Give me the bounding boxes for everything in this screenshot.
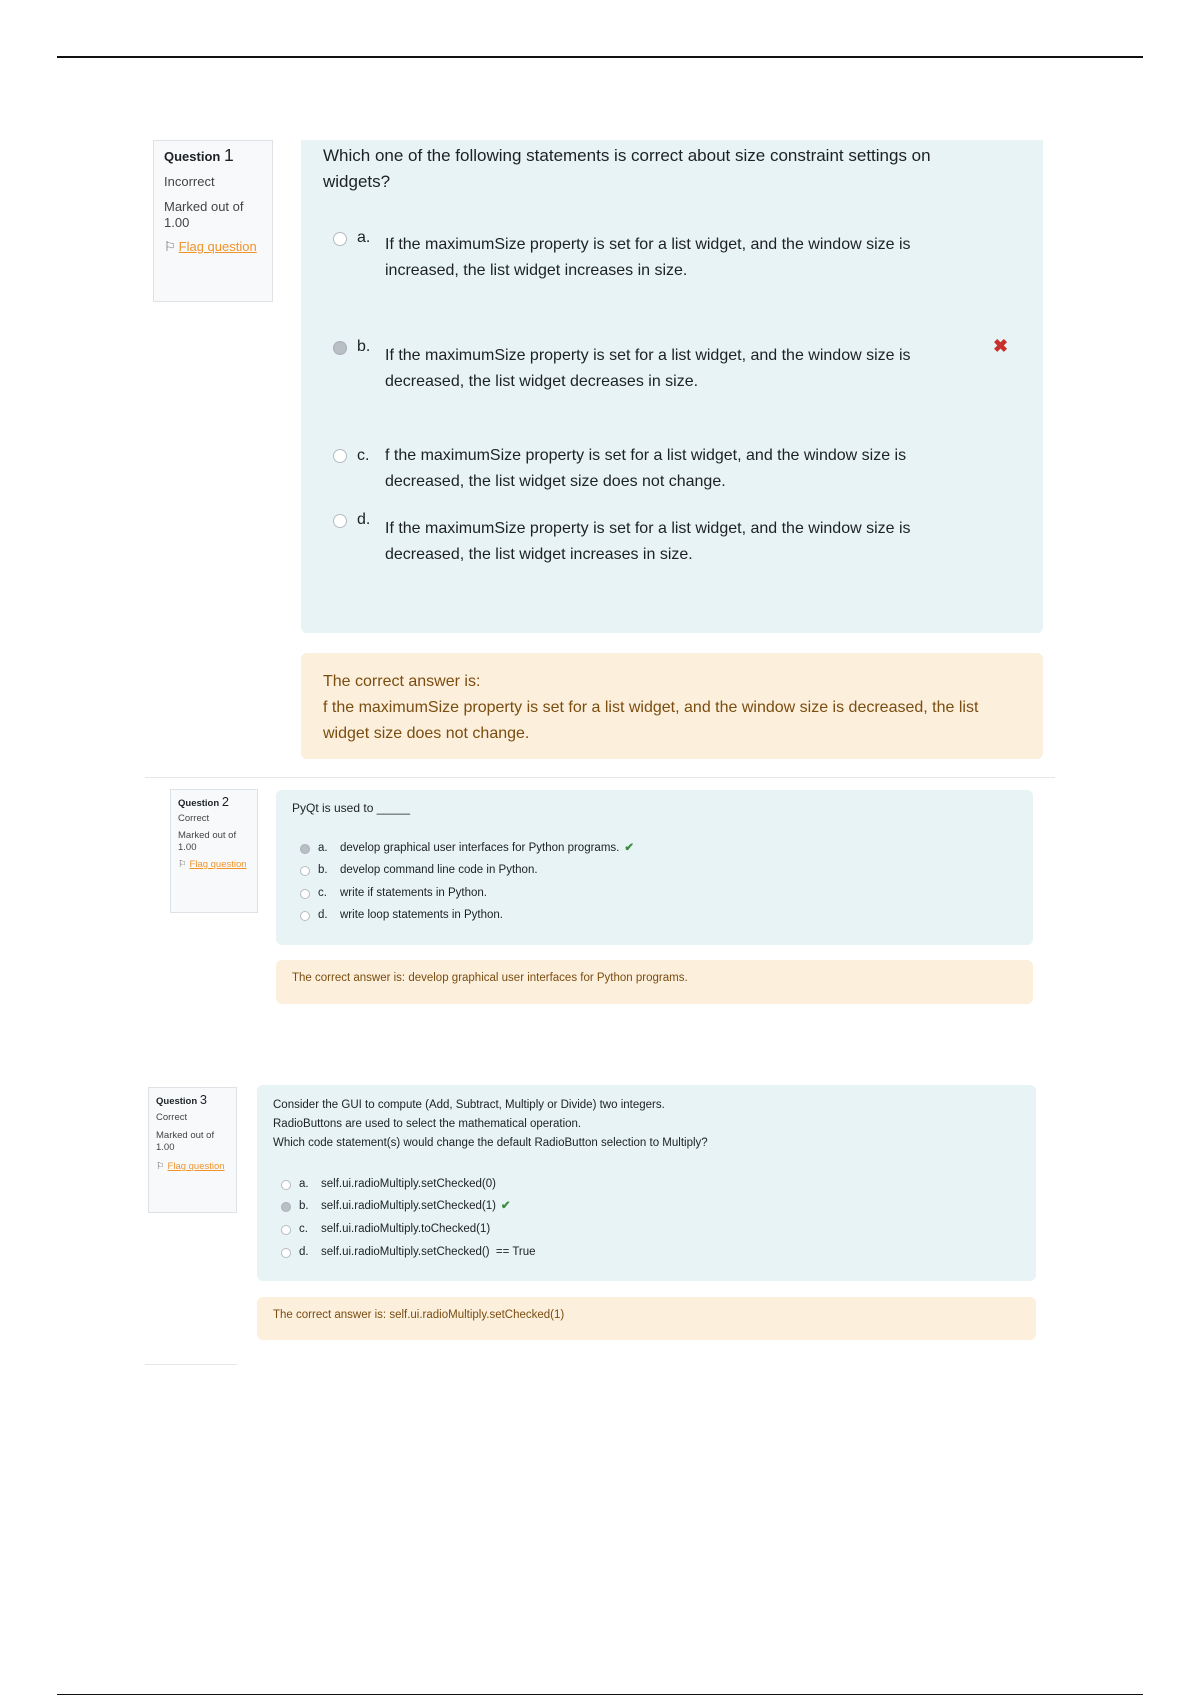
separator [145, 1364, 237, 1365]
option-letter: d. [318, 909, 328, 921]
option-letter: b. [357, 338, 371, 355]
question-label: Question [178, 798, 220, 809]
radio-c[interactable] [281, 1225, 291, 1235]
feedback-answer: f the maximumSize property is set for a list widget, and the window size is decreased, the list widget size does not change. [323, 699, 979, 742]
option-text: If the maximumSize property is set for a list widget, and the window size is decreased, the list widget increases in size. [385, 520, 911, 563]
option-text: self.ui.radioMultiply.setChecked(0) [321, 1178, 496, 1190]
option-letter: a. [357, 229, 371, 246]
radio-c[interactable] [300, 889, 310, 899]
option-text: If the maximumSize property is set for a list widget, and the window size is increased, the list widget increases in size. [385, 236, 911, 279]
option-letter: c. [357, 447, 370, 464]
question-1-number [164, 147, 262, 165]
question-2-option-b[interactable] [300, 863, 538, 878]
question-2-flag[interactable] [178, 859, 250, 871]
option-text: If the maximumSize property is set for a list widget, and the window size is decreased, the list widget decreases in size. [385, 347, 911, 390]
option-text: write if statements in Python. [340, 887, 488, 899]
question-1-option-c[interactable] [333, 443, 965, 495]
radio-b-selected[interactable] [281, 1202, 291, 1212]
radio-a[interactable] [281, 1180, 291, 1190]
grade-label: Marked out of [164, 199, 244, 214]
question-1-state: Incorrect [164, 174, 215, 189]
radio-a-selected[interactable] [300, 844, 310, 854]
question-2-feedback [276, 960, 1033, 1004]
correct-check-icon: ✔ [500, 1200, 511, 1212]
question-1-option-b[interactable] [333, 339, 965, 395]
grade-value: 1.00 [178, 842, 197, 853]
question-3-info [148, 1087, 237, 1213]
page-top-rule [57, 56, 1143, 58]
question-3-state: Correct [156, 1112, 188, 1123]
question-1-flag[interactable] [164, 239, 262, 255]
grade-value: 1.00 [164, 215, 190, 230]
question-2-text: PyQt is used to _____ [292, 801, 411, 815]
feedback-text: The correct answer is: develop graphical user interfaces for Python programs. [292, 972, 688, 984]
question-1-info [153, 140, 273, 302]
page-bottom-rule [57, 1694, 1143, 1695]
radio-a[interactable] [333, 232, 347, 246]
option-text: develop graphical user interfaces for Python programs. [340, 842, 620, 854]
question-2-info [170, 789, 258, 913]
question-3-grade [156, 1130, 229, 1154]
grade-label: Marked out of [178, 830, 237, 841]
question-number: 1 [223, 145, 234, 165]
question-3-option-b[interactable] [281, 1199, 511, 1214]
feedback-label: The correct answer is: [323, 673, 481, 690]
question-2-option-d[interactable] [300, 908, 503, 923]
question-1-feedback [301, 653, 1043, 759]
question-3-option-c[interactable] [281, 1222, 490, 1237]
question-1-option-a[interactable] [333, 230, 965, 284]
option-letter: c. [318, 887, 327, 899]
separator [145, 777, 1055, 778]
radio-b[interactable] [300, 866, 310, 876]
question-2-grade [178, 830, 250, 854]
option-letter: c. [299, 1223, 308, 1235]
question-2-option-a[interactable] [300, 841, 634, 856]
question-3-flag[interactable] [156, 1161, 229, 1173]
question-1-option-d[interactable] [333, 512, 965, 568]
correct-check-icon: ✔ [624, 842, 634, 854]
question-text-line: Which code statement(s) would change the default RadioButton selection to Multiply? [273, 1137, 708, 1149]
question-3-feedback [257, 1297, 1036, 1340]
flag-icon: ⚐ [156, 1161, 165, 1172]
question-1-text: Which one of the following statements is correct about size constraint settings on widgets? [323, 146, 931, 191]
flag-question-link[interactable]: Flag question [178, 239, 257, 254]
option-text: self.ui.radioMultiply.setChecked() == True [321, 1246, 536, 1258]
grade-value: 1.00 [156, 1142, 175, 1153]
option-text: develop command line code in Python. [340, 864, 538, 876]
feedback-text: The correct answer is: self.ui.radioMultiply.setChecked(1) [273, 1309, 565, 1321]
radio-c[interactable] [333, 449, 347, 463]
option-letter: a. [318, 842, 328, 854]
question-2-option-c[interactable] [300, 886, 487, 901]
flag-question-link[interactable]: Flag question [189, 859, 247, 870]
question-text-line: Consider the GUI to compute (Add, Subtract, Multiply or Divide) two integers. [273, 1099, 665, 1111]
flag-question-link[interactable]: Flag question [167, 1161, 225, 1172]
option-text: self.ui.radioMultiply.setChecked(1) [321, 1200, 496, 1212]
question-1-grade [164, 199, 262, 231]
radio-b-selected[interactable] [333, 341, 347, 355]
flag-icon: ⚐ [164, 239, 176, 254]
question-number: 3 [199, 1092, 207, 1107]
option-letter: b. [299, 1200, 309, 1212]
option-text: self.ui.radioMultiply.toChecked(1) [321, 1223, 491, 1235]
question-2-state: Correct [178, 813, 210, 824]
option-letter: d. [357, 511, 371, 528]
incorrect-cross-icon: ✖ [993, 336, 1009, 356]
question-3-option-d[interactable] [281, 1245, 536, 1260]
question-3-text [273, 1096, 708, 1153]
radio-d[interactable] [333, 514, 347, 528]
question-3-option-a[interactable] [281, 1177, 496, 1192]
grade-label: Marked out of [156, 1130, 215, 1141]
question-label: Question [164, 149, 221, 164]
question-text-line: RadioButtons are used to select the mathematical operation. [273, 1118, 582, 1130]
flag-icon: ⚐ [178, 859, 187, 870]
option-text: write loop statements in Python. [340, 909, 503, 921]
question-2-number [178, 796, 250, 810]
question-number: 2 [221, 794, 229, 809]
option-letter: a. [299, 1178, 309, 1190]
option-letter: d. [299, 1246, 309, 1258]
question-3-number [156, 1094, 229, 1108]
option-text: f the maximumSize property is set for a list widget, and the window size is decreased, the list widget size does not change. [385, 447, 907, 490]
radio-d[interactable] [281, 1248, 291, 1258]
question-label: Question [156, 1096, 198, 1107]
option-letter: b. [318, 864, 328, 876]
radio-d[interactable] [300, 911, 310, 921]
